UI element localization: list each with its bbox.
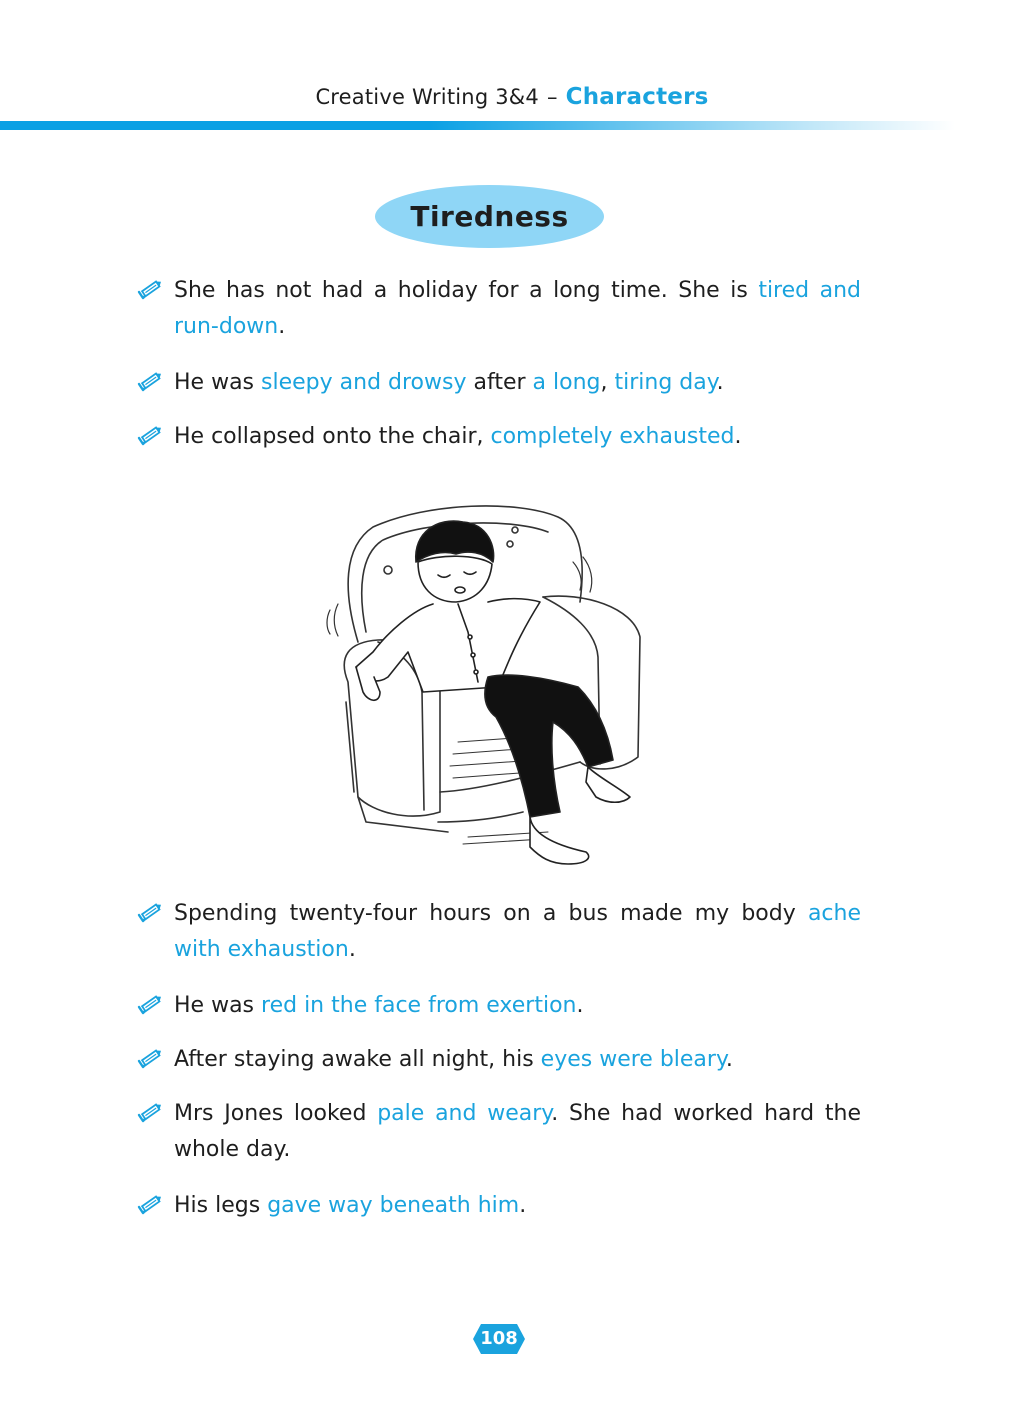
item-text: After staying awake all night, his eyes were bleary. xyxy=(174,1047,733,1072)
pencil-check-icon xyxy=(137,1194,163,1216)
list-item xyxy=(137,1042,861,1078)
pencil-check-icon xyxy=(137,994,163,1016)
chapter-title: Characters xyxy=(565,84,709,110)
book-title: Creative Writing 3&4 xyxy=(315,85,539,109)
highlight-phrase: sleepy and drowsy xyxy=(261,370,467,395)
pencil-check-icon xyxy=(137,425,163,447)
list-item xyxy=(137,988,861,1024)
page-number: 108 xyxy=(480,1328,518,1349)
header-separator: – xyxy=(546,85,558,109)
page-number-badge xyxy=(473,1324,525,1354)
pencil-check-icon xyxy=(137,902,163,924)
highlight-phrase: a long xyxy=(532,370,601,395)
tired-boy-armchair-illustration xyxy=(318,492,710,877)
highlight-phrase: eyes were bleary xyxy=(540,1047,726,1072)
page-header xyxy=(0,84,1024,110)
highlight-phrase: completely exhausted xyxy=(490,424,735,449)
item-text: She has not had a holiday for a long time. She is tired and run-down. xyxy=(174,278,862,339)
highlight-phrase: tiring day xyxy=(614,370,717,395)
header-rule xyxy=(0,121,955,130)
highlight-phrase: pale and weary xyxy=(377,1101,552,1126)
pencil-check-icon xyxy=(137,1048,163,1070)
list-item xyxy=(137,1096,861,1168)
item-text: Spending twenty-four hours on a bus made my body ache with exhaustion. xyxy=(174,901,861,962)
item-text: Mrs Jones looked pale and weary. She had worked hard the whole day. xyxy=(174,1101,861,1162)
pencil-check-icon xyxy=(137,371,163,393)
highlight-phrase: ache with exhaustion xyxy=(174,901,861,962)
list-item xyxy=(137,365,861,401)
highlight-phrase: tired and run-down xyxy=(174,278,862,339)
item-text: His legs gave way beneath him. xyxy=(174,1193,527,1218)
item-text: He was red in the face from exertion. xyxy=(174,993,584,1018)
item-text: He was sleepy and drowsy after a long, tiring day. xyxy=(174,370,724,395)
list-item xyxy=(137,1188,861,1224)
list-item xyxy=(137,273,861,345)
pencil-check-icon xyxy=(137,279,163,301)
section-title-pill xyxy=(375,185,604,248)
highlight-phrase: red in the face from exertion xyxy=(261,993,577,1018)
pencil-check-icon xyxy=(137,1102,163,1124)
list-item xyxy=(137,896,861,968)
highlight-phrase: gave way beneath him xyxy=(267,1193,520,1218)
list-item xyxy=(137,419,861,455)
item-text: He collapsed onto the chair, completely exhausted. xyxy=(174,424,742,449)
section-title: Tiredness xyxy=(410,200,569,233)
